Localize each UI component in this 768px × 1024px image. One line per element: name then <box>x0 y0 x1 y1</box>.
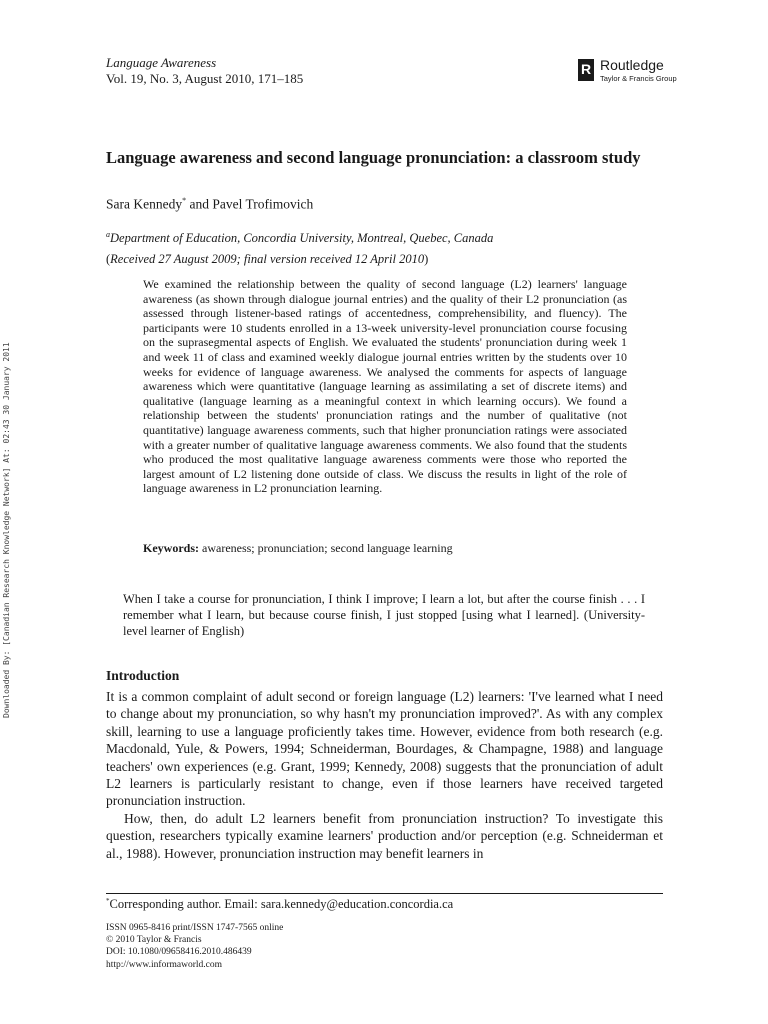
keywords <box>143 541 453 556</box>
article-authors <box>106 196 313 213</box>
corresponding-author-mark: * <box>182 196 187 205</box>
routledge-logo-icon <box>578 59 594 81</box>
doi-line: DOI: 10.1080/09658416.2010.486439 <box>106 947 252 958</box>
publication-info <box>106 922 283 971</box>
second-author: and Pavel Trofimovich <box>186 196 314 212</box>
body-paragraph: It is a common complaint of adult second or foreign language (L2) learners: 'I've learned what I need to change about my pronunciation, so why hasn't my pronunciation improved?'. As with any complex skill, learning to use a language proficiently takes time. However, evidence from both research (e.g. Macdonald, Yule, & Powers, 1994; Schneiderman, Bourdages, & Champagne, 1988) and language teachers' own experiences (e.g. Grant, 1999; Kennedy, 2008) suggests that the pronunciation of adult L2 learners is particularly resistant to change, even if those learners have received targeted pronunciation instruction. <box>106 689 663 809</box>
publisher-name: Routledge <box>600 57 664 73</box>
abstract-text: We examined the relationship between the quality of second language (L2) learners' language awareness (as shown through dialogue journal entries) and the quality of their L2 pronunciation (as assessed through listener-based ratings of accentedness, comprehensibility, and fluency). The participants were 10 students enrolled in a 13-week university-level pronunciation course focusing on the suprasegmental aspects of English. We evaluated the students' pronunciation during week 1 and week 11 of class and examined weekly dialogue journal entries written by the students over 10 weeks for evidence of language awareness. We analysed the comments for aspects of language awareness which were quantitative (language learning as assimilating a set of discrete items) and qualitative (language learning as a meaningful context in which learning occurs). We found a relationship between the students' pronunciation ratings and the number of qualitative (not quantitative) language awareness comments, such that higher pronunciation ratings were associated with a greater number of qualitative language awareness comments. We also found that the students who produced the most qualitative language awareness comments were those who reported the largest amount of L2 listening done outside of class. We discuss the results in light of the role of language awareness in L2 pronunciation learning. <box>143 277 627 496</box>
affiliation <box>106 230 493 246</box>
epigraph-quote: When I take a course for pronunciation, I think I improve; I learn a lot, but after the course finish . . . I remember what I learn, but because course finish, I just stopped [using what I learned]. (University-level learner of English) <box>123 592 645 638</box>
affiliation-text: Department of Education, Concordia University, Montreal, Quebec, Canada <box>110 231 494 246</box>
download-notice: Downloaded By: [Canadian Research Knowledge Network] At: 02:43 30 January 2011 <box>2 342 11 718</box>
keywords-label: Keywords: <box>143 541 199 555</box>
received-dates: (Received 27 August 2009; final version received 12 April 2010) <box>106 252 429 266</box>
article-title: Language awareness and second language pronunciation: a classroom study <box>106 148 641 167</box>
copyright-line: © 2010 Taylor & Francis <box>106 935 202 946</box>
introduction-body <box>106 688 663 862</box>
url-line: http://www.informaworld.com <box>106 959 223 970</box>
footnote <box>106 897 453 912</box>
body-paragraph: How, then, do adult L2 learners benefit from pronunciation instruction? To investigate this question, researchers typically examine learners' production and/or perception (e.g. Schneiderman et al., 1988). However, pronunciation instruction may benefit learners in <box>106 810 663 861</box>
keywords-list: awareness; pronunciation; second language learning <box>202 541 453 555</box>
footnote-mark: * <box>106 897 110 905</box>
section-heading-introduction: Introduction <box>106 668 180 683</box>
received-dates-text: Received 27 August 2009; final version received 12 April 2010 <box>110 252 425 266</box>
journal-volume-info: Vol. 19, No. 3, August 2010, 171–185 <box>106 71 304 86</box>
publisher-group: Taylor & Francis Group <box>600 74 677 83</box>
affiliation-mark: a <box>106 230 110 239</box>
journal-name: Language Awareness <box>106 55 217 70</box>
publisher-logo <box>578 58 677 83</box>
issn-line: ISSN 0965-8416 print/ISSN 1747-7565 online <box>106 923 284 933</box>
first-author: Sara Kennedy <box>106 196 183 212</box>
footnote-divider <box>106 893 663 894</box>
footnote-text: Corresponding author. Email: sara.kennedy@education.concordia.ca <box>109 897 454 912</box>
